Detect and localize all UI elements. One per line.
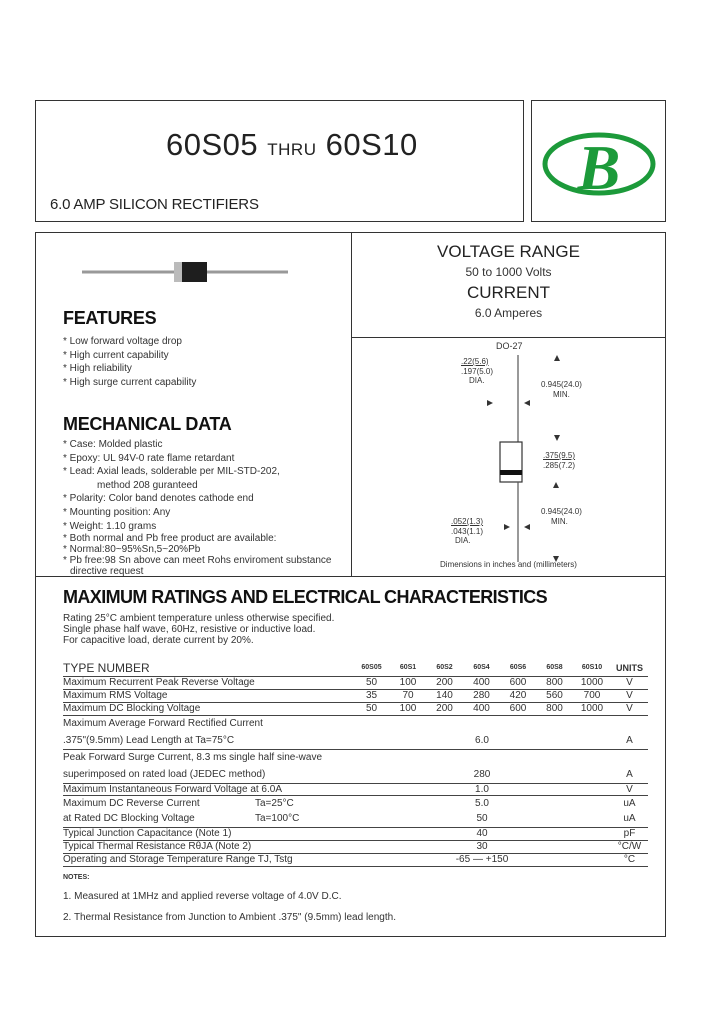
feature-item: * Low forward voltage drop [63,336,182,347]
mechanical-list [63,438,332,577]
row-condition: Ta=100°C [255,813,300,825]
cell-unit: pF [611,828,648,841]
ratings-table [63,660,648,867]
header-col: 60S1 [390,660,426,677]
cell: 50 [353,812,611,828]
header-col: 60S8 [536,660,573,677]
cell: 30 [353,841,611,854]
mech-item: * Pb free:98 Sn above can meet Rohs enviroment substance [63,555,332,567]
ratings-title: MAXIMUM RATINGS AND ELECTRICAL CHARACTERISTICS [63,587,548,607]
header-label: TYPE NUMBER [63,660,353,677]
header-col: 60S4 [463,660,500,677]
row-label-text: Maximum DC Reverse Current [63,797,200,809]
table-row [63,796,648,812]
dim-text: DIA. [469,376,485,385]
mech-item: method 208 guranteed [97,479,198,491]
row-label [63,796,353,812]
row-label: superimposed on rated load (JEDEC method) [63,767,353,784]
cell: 400 [463,703,500,716]
cell-unit: A [611,767,648,784]
cell: 50 [353,703,390,716]
cell: 700 [573,690,611,703]
mech-item: * Normal:80~95%Sn,5~20%Pb [63,544,201,556]
voltage-range-label: VOLTAGE RANGE [437,242,580,261]
header-col: 60S10 [573,660,611,677]
row-label: Maximum Instantaneous Forward Voltage at 6.0A [63,784,353,796]
table-row [63,812,648,828]
table-row [63,828,648,841]
dim-text: DIA. [455,536,471,545]
intro-line: Single phase half wave, 60Hz, resistive or inductive load. [63,624,316,635]
cell-unit: V [611,784,648,796]
mech-item: * Both normal and Pb free product are available: [63,533,277,545]
cell: 100 [390,703,426,716]
voltage-range-value: 50 to 1000 Volts [465,265,552,279]
cell: 280 [353,767,611,784]
table-row [63,767,648,784]
table-row [63,854,648,867]
dim-text: .375(9.5) [543,451,576,460]
cell: 100 [390,677,426,690]
dim-wire-diameter [451,517,483,546]
cell: 400 [463,677,500,690]
title-left: 60S05 [166,127,259,162]
table-row [63,703,648,716]
cell: 800 [536,703,573,716]
title-thru: THRU [267,140,317,159]
cell: 560 [536,690,573,703]
dim-length-top [541,380,582,399]
feature-item: * High current capability [63,349,169,361]
dim-text: .285(7.2) [543,460,576,470]
dim-text: .052(1.3) [451,517,484,526]
mech-item: directive request [70,566,144,578]
cell: -65 — +150 [353,854,611,867]
table-row [63,750,648,767]
table-row [63,716,648,733]
page-title [166,127,418,163]
header-col: 60S05 [353,660,390,677]
table-row [63,677,648,690]
dim-text: .197(5.0) [461,366,494,376]
cell-unit: V [611,703,648,716]
dim-text: MIN. [551,516,568,526]
cell: 600 [500,677,536,690]
dim-text: .22(5.6) [461,357,489,366]
dim-length-bottom [541,507,582,526]
cell-unit: uA [611,812,648,828]
row-label: Maximum Average Forward Rectified Current [63,718,263,730]
note-item: 2. Thermal Resistance from Junction to Ambient .375" (9.5mm) lead length. [63,912,396,923]
dim-lead-diameter [461,357,493,386]
cell: 800 [536,677,573,690]
feature-item: * High reliability [63,363,132,374]
diode-illustration [80,258,290,286]
features-list [63,335,196,389]
cell-unit: °C [611,854,648,867]
notes-title: NOTES: [63,874,90,881]
package-dimension-note: Dimensions in inches and (millimeters) [440,560,577,569]
table-row [63,690,648,703]
dim-text: 0.945(24.0) [541,380,582,389]
package-name: DO-27 [496,341,523,351]
feature-item: * High surge current capability [63,376,197,388]
mech-item: * Polarity: Color band denotes cathode end [63,493,254,505]
mech-item: * Epoxy: UL 94V-0 rate flame retardant [63,452,235,464]
title-right: 60S10 [325,127,418,162]
cell: 600 [500,703,536,716]
table-header-row [63,660,648,677]
row-label [63,812,353,828]
cell-unit: A [611,733,648,750]
intro-line: Rating 25°C ambient temperature unless otherwise specified. [63,613,335,624]
dim-body-length [543,451,575,470]
dim-text: 0.945(24.0) [541,507,582,516]
dim-text: MIN. [553,389,570,399]
cell: 70 [390,690,426,703]
row-label: Maximum Recurrent Peak Reverse Voltage [63,677,353,690]
logo-letter: B [577,132,621,199]
header-col: 60S2 [426,660,463,677]
table-row [63,841,648,854]
cell: 420 [500,690,536,703]
cell: 200 [426,677,463,690]
header-units: UNITS [611,660,648,677]
row-label: Typical Thermal Resistance RθJA (Note 2) [63,841,353,854]
table-row [63,784,648,796]
header-col: 60S6 [500,660,536,677]
row-label: Maximum DC Blocking Voltage [63,703,353,716]
cell: 280 [463,690,500,703]
table-row [63,733,648,750]
row-label: Peak Forward Surge Current, 8.3 ms single half sine-wave [63,752,323,764]
row-label: Typical Junction Capacitance (Note 1) [63,828,353,841]
cell: 40 [353,828,611,841]
ratings-intro [63,613,334,646]
brand-logo [540,129,658,199]
intro-line: For capacitive load, derate current by 20%. [63,635,254,646]
row-label-text: at Rated DC Blocking Voltage [63,813,195,825]
row-condition: Ta=25°C [255,797,294,809]
mech-item: * Mounting position: Any [63,506,171,518]
mech-item: * Weight: 1.10 grams [63,520,157,532]
cell-unit: V [611,690,648,703]
mech-item: * Lead: Axial leads, solderable per MIL-STD-202, [63,466,280,478]
cell: 1000 [573,677,611,690]
cell: 140 [426,690,463,703]
cell: 200 [426,703,463,716]
mechanical-title: MECHANICAL DATA [63,414,232,434]
cell: 1000 [573,703,611,716]
dim-text: .043(1.1) [451,526,484,536]
cell-unit: V [611,677,648,690]
mech-item: * Case: Molded plastic [63,439,163,450]
cell-unit: °C/W [611,841,648,854]
cell: 5.0 [475,797,489,809]
cell-unit: uA [623,797,636,809]
current-value: 6.0 Amperes [474,306,543,320]
page-subtitle: 6.0 AMP SILICON RECTIFIERS [50,196,259,213]
cell: 50 [353,677,390,690]
cell: 1.0 [353,784,611,796]
row-label: .375"(9.5mm) Lead Length at Ta=75°C [63,733,353,750]
row-label: Maximum RMS Voltage [63,690,353,703]
features-title: FEATURES [63,308,157,328]
cell: 35 [353,690,390,703]
row-label: Operating and Storage Temperature Range TJ, Tstg [63,854,353,867]
cell: 6.0 [353,733,611,750]
note-item: 1. Measured at 1MHz and applied reverse voltage of 4.0V D.C. [63,891,342,902]
current-label: CURRENT [466,283,551,302]
